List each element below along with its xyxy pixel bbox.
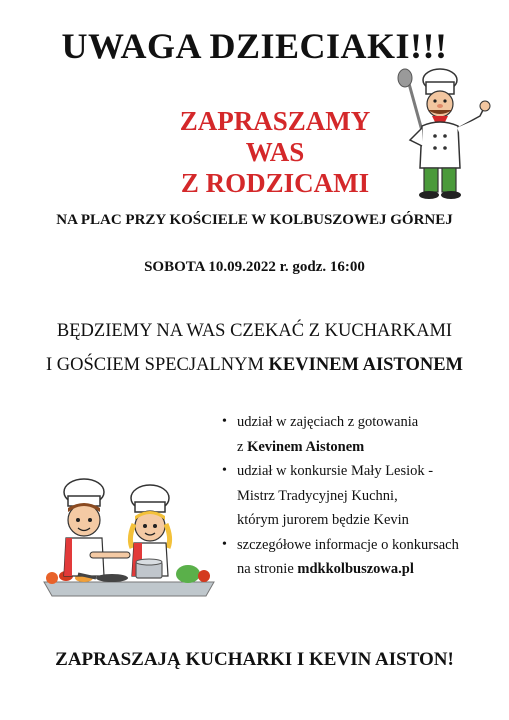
list-item-prefix: z	[237, 438, 248, 455]
invite-heading	[150, 106, 400, 199]
announcement-line-2-prefix: I GOŚCIEM SPECJALNYM	[45, 355, 269, 375]
event-date: SOBOTA 10.09.2022 r. godz. 16:00	[144, 259, 365, 275]
invite-line-1: ZAPRASZAMY WAS	[179, 106, 371, 167]
bullet-icon: •	[222, 414, 227, 429]
bullet-icon: •	[222, 536, 227, 552]
activity-list	[222, 410, 502, 582]
list-item-line: udział w zajęciach z gotowania	[237, 414, 419, 430]
list-item	[222, 410, 502, 459]
footer-invitation: ZAPRASZAJĄ KUCHARKI I KEVIN AISTON!	[55, 649, 454, 670]
list-item-line: którym jurorem będzie Kevin	[237, 512, 409, 528]
list-item	[222, 533, 502, 582]
guest-name-bold: Kevinem Aistonem	[247, 438, 365, 455]
list-item-line: udział w konkursie Mały Lesiok -	[237, 463, 434, 479]
list-item-line: szczegółowe informacje o konkursach	[237, 536, 459, 553]
invite-line-2: Z RODZICAMI	[180, 168, 370, 198]
list-item-line: Mistrz Tradycyjnej Kuchni,	[237, 487, 398, 504]
list-item	[222, 459, 502, 533]
poster-title: UWAGA DZIECIAKI!!!	[61, 26, 448, 66]
kids-cooking-illustration	[38, 472, 218, 602]
chef-illustration	[388, 68, 503, 203]
announcement-line-2	[0, 348, 509, 382]
special-guest-name: KEVINEM AISTONEM	[268, 355, 463, 375]
bullet-icon: •	[222, 463, 227, 478]
event-place: NA PLAC PRZY KOŚCIELE W KOLBUSZOWEJ GÓRNEJ	[56, 212, 453, 228]
list-item-prefix: na stronie	[237, 561, 298, 577]
list-item-line	[237, 435, 502, 460]
announcement-line-1: BĘDZIEMY NA WAS CZEKAĆ Z KUCHARKAMI	[56, 321, 453, 341]
website-link: mdkkolbuszowa.pl	[297, 561, 414, 577]
announcement-text	[0, 314, 509, 382]
list-item-line	[237, 557, 502, 582]
